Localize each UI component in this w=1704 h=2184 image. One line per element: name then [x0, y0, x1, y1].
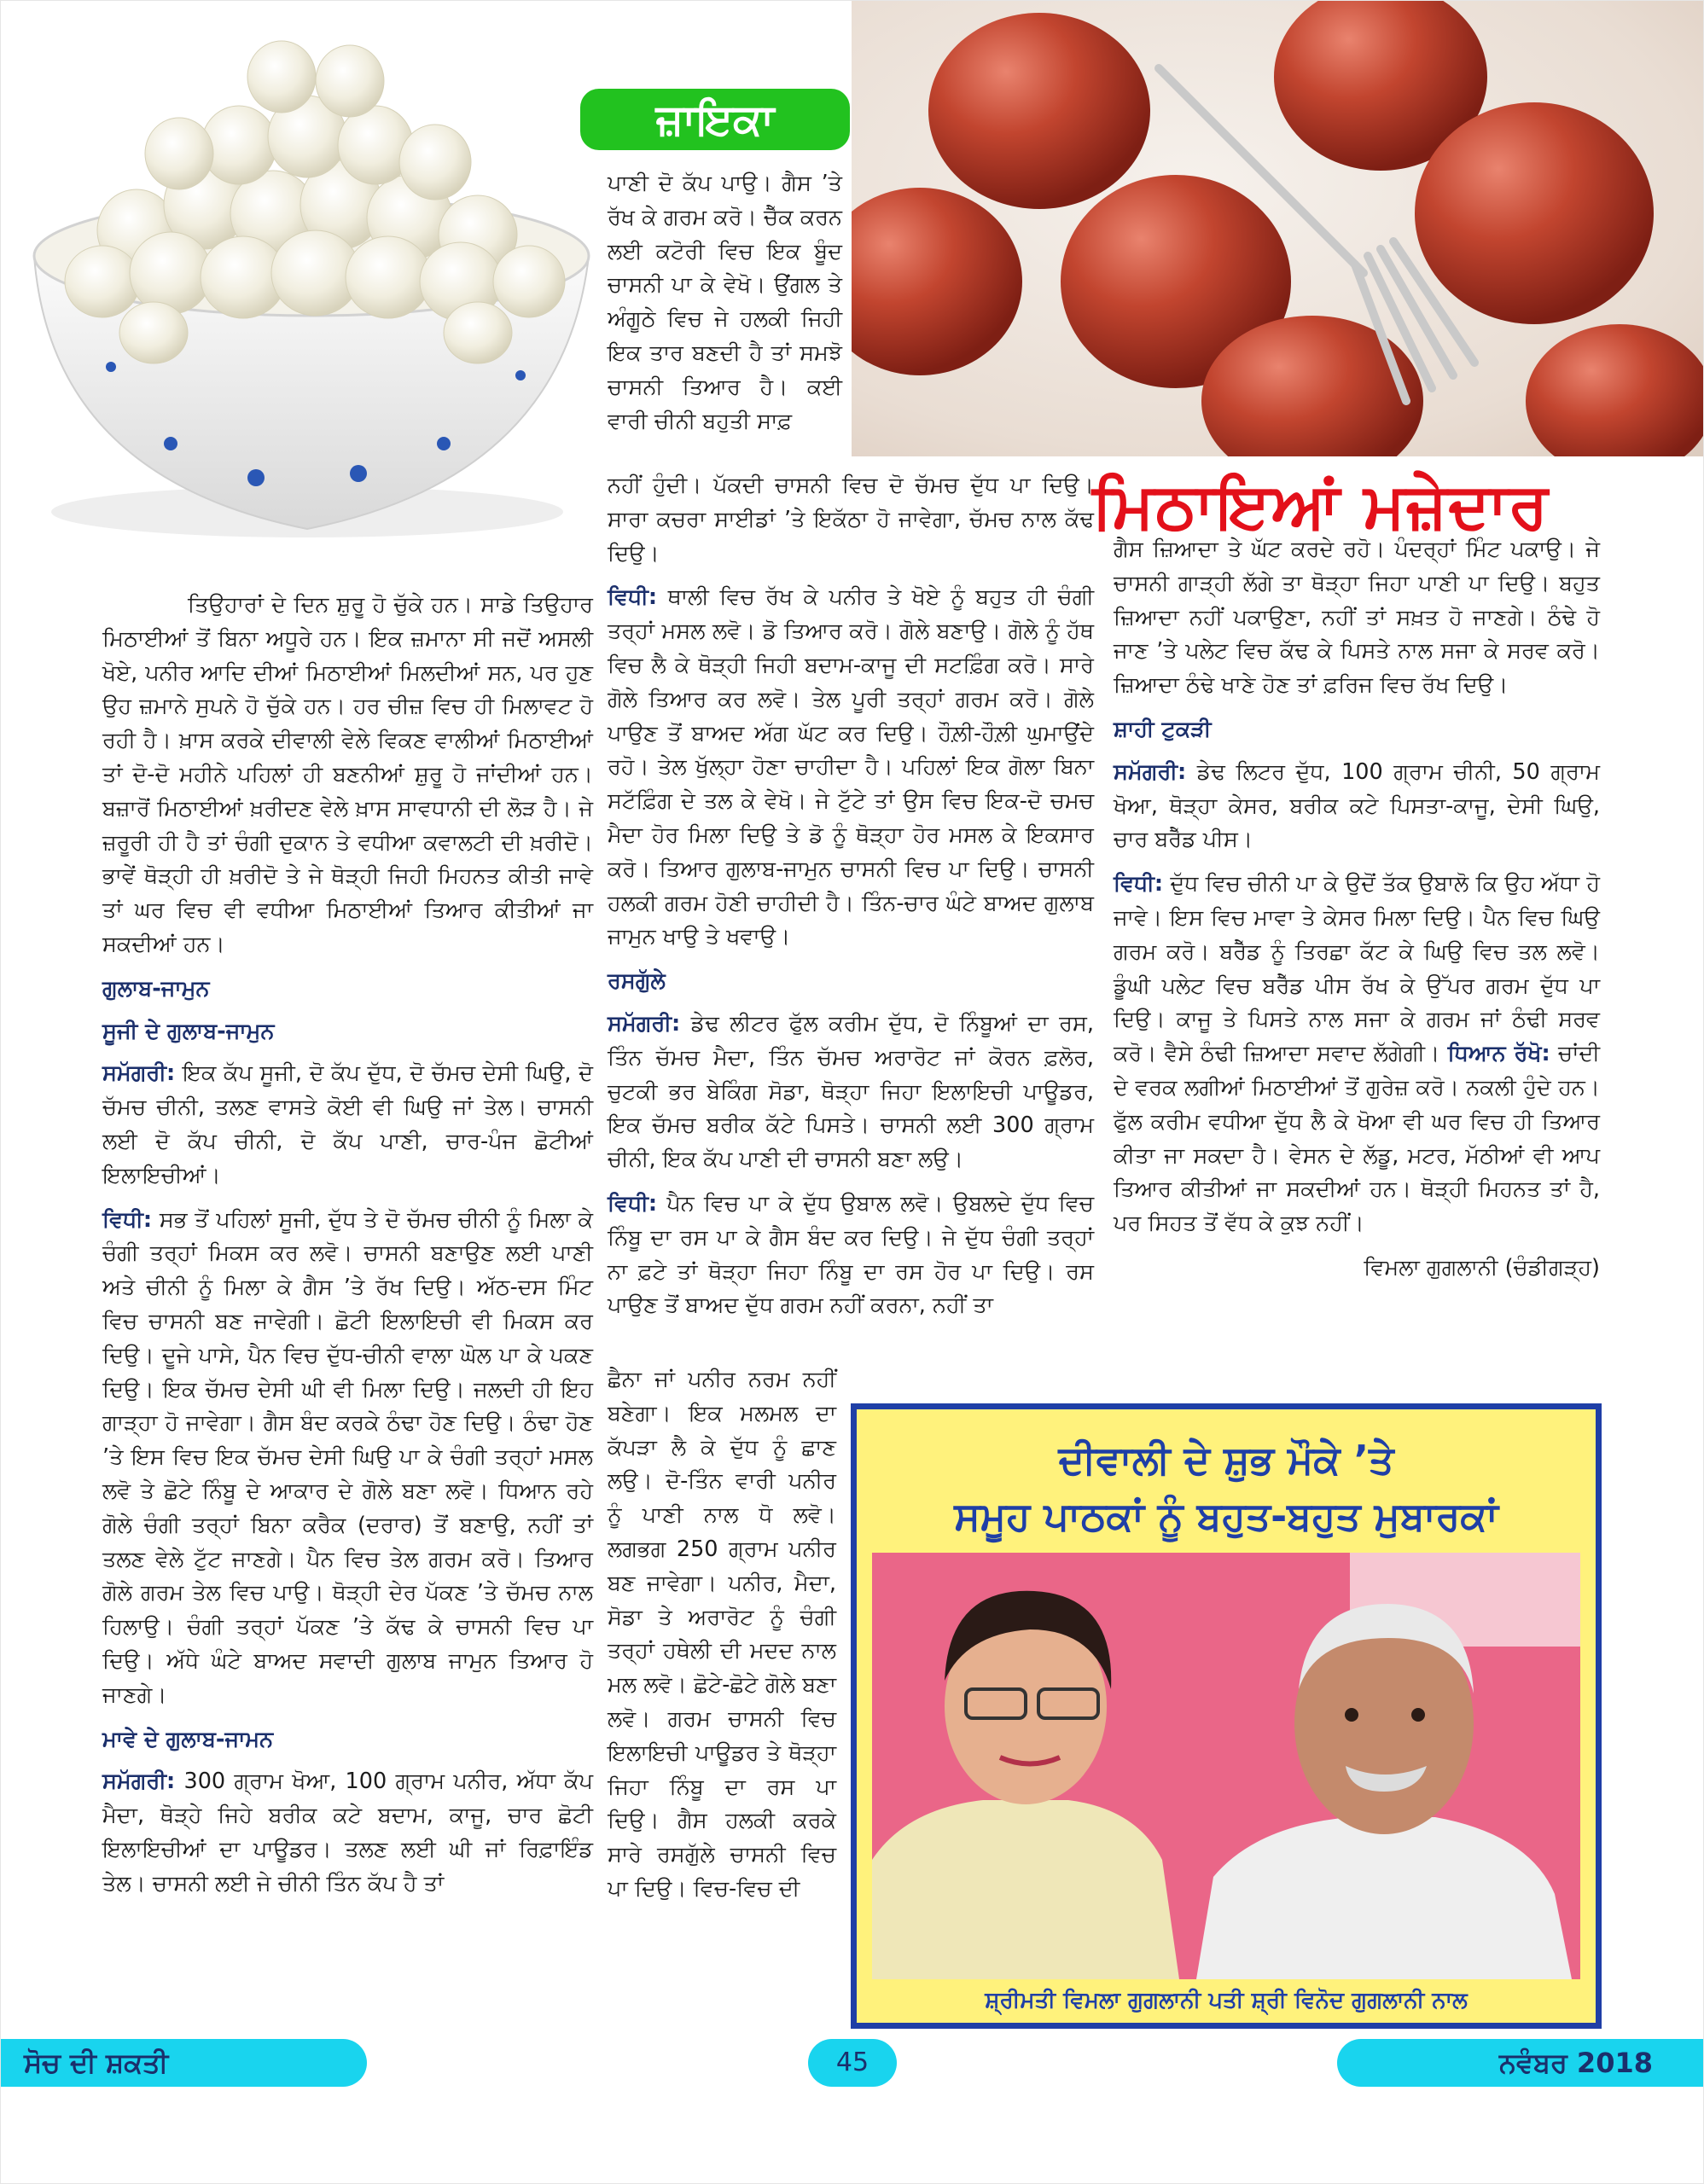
- suji-method-text: ਸਭ ਤੋਂ ਪਹਿਲਾਂ ਸੂਜੀ, ਦੁੱਧ ਤੇ ਦੋ ਚੱਮਚ ਚੀਨੀ ਨੂੰ ਮਿਲਾ ਕੇ ਚੰਗੀ ਤਰ੍ਹਾਂ ਮਿਕਸ ਕਰ ਲਵੋ। ਚਾਸਨੀ ਬਣਾਉਣ ਲਈ ਪਾਣੀ ਅਤੇ ਚੀਨੀ ਨੂੰ ਮਿਲਾ ਕੇ ਗੈਸ ’ਤੇ ਰੱਖ ਦਿਉ। ਅੱਠ-ਦਸ ਮਿੰਟ ਵਿਚ ਚਾਸਨੀ ਬਣ ਜਾਵੇਗੀ। ਛੋਟੀ ਇਲਾਇਚੀ ਵੀ ਮਿਕਸ ਕਰ ਦਿਉ। ਦੂਜੇ ਪਾਸੇ, ਪੈਨ ਵਿਚ ਦੁੱਧ-ਚੀਨੀ ਵਾਲਾ ਘੋਲ ਪਾ ਕੇ ਪਕਣ ਦਿਉ। ਇਕ ਚੱਮਚ ਦੇਸੀ ਘੀ ਵੀ ਮਿਲਾ ਦਿਉ। ਜਲਦੀ ਹੀ ਇਹ ਗਾੜ੍ਹਾ ਹੋ ਜਾਵੇਗਾ। ਗੈਸ ਬੰਦ ਕਰਕੇ ਠੰਢਾ ਹੋਣ ਦਿਉ। ਠੰਢਾ ਹੋਣ ’ਤੇ ਇਸ ਵਿਚ ਇਕ ਚੱਮਚ ਦੇਸੀ ਘਿਉ ਪਾ ਕੇ ਚੰਗੀ ਤਰ੍ਹਾਂ ਮਸਲ ਲਵੋ ਤੇ ਛੋਟੇ ਨਿੰਬੂ ਦੇ ਆਕਾਰ ਦੇ ਗੋਲੇ ਬਣਾ ਲਵੋ। ਧਿਆਨ ਰਹੇ ਗੋਲੇ ਚੰਗੀ ਤਰ੍ਹਾਂ ਬਿਨਾ ਕਰੈਕ (ਦਰਾਰ) ਤੋਂ ਬਣਾਉ, ਨਹੀਂ ਤਾਂ ਤਲਣ ਵੇਲੇ ਟੁੱਟ ਜਾਣਗੇ। ਪੈਨ ਵਿਚ ਤੇਲ ਗਰਮ ਕਰੋ। ਤਿਆਰ ਗੋਲੇ ਗਰਮ ਤੇਲ ਵਿਚ ਪਾਉ। ਥੋੜ੍ਹੀ ਦੇਰ ਪੱਕਣ ’ਤੇ ਚੱਮਚ ਨਾਲ ਹਿਲਾਉ। ਚੰਗੀ ਤਰ੍ਹਾਂ ਪੱਕਣ ’ਤੇ ਕੱਢ ਕੇ ਚਾਸਨੀ ਵਿਚ ਪਾ ਦਿਉ। ਅੱਧੇ ਘੰਟੇ ਬਾਅਦ ਸਵਾਦੀ ਗੁਲਾਬ ਜਾਮੁਨ ਤਿਆਰ ਹੋ ਜਾਣਗੇ।: [102, 1206, 594, 1708]
- greeting-line-2: ਸਮੂਹ ਪਾਠਕਾਂ ਨੂੰ ਬਹੁਤ-ਬਹੁਤ ਮੁਬਾਰਕਾਂ: [954, 1493, 1498, 1539]
- shahi-method-text: ਦੁੱਧ ਵਿਚ ਚੀਨੀ ਪਾ ਕੇ ਉਦੋਂ ਤੱਕ ਉਬਾਲੋ ਕਿ ਉਹ ਅੱਧਾ ਹੋ ਜਾਵੇ। ਇਸ ਵਿਚ ਮਾਵਾ ਤੇ ਕੇਸਰ ਮਿਲਾ ਦਿਉ। ਪੈਨ ਵਿਚ ਘਿਉ ਗਰਮ ਕਰੋ। ਬਰੈੱਡ ਨੂੰ ਤਿਰਛਾ ਕੱਟ ਕੇ ਘਿਉ ਵਿਚ ਤਲ ਲਵੋ। ਡੂੰਘੀ ਪਲੇਟ ਵਿਚ ਬਰੈੱਡ ਪੀਸ ਰੱਖ ਕੇ ਉੱਪਰ ਗਰਮ ਦੁੱਧ ਪਾ ਦਿਉ। ਕਾਜੂ ਤੇ ਪਿਸਤੇ ਨਾਲ ਸਜਾ ਕੇ ਗਰਮ ਜਾਂ ਠੰਢੀ ਸਰਵ ਕਰੋ। ਵੈਸੇ ਠੰਢੀ ਜ਼ਿਆਦਾ ਸਵਾਦ ਲੱਗੇਗੀ।: [1114, 871, 1600, 1067]
- heading-shahi-tukdi: ਸ਼ਾਹੀ ਟੁਕੜੀ: [1114, 716, 1212, 742]
- shahi-ingredients-text: ਡੇਢ ਲਿਟਰ ਦੁੱਧ, 100 ਗ੍ਰਾਮ ਚੀਨੀ, 50 ਗ੍ਰਾਮ ਖੋਆ, ਥੋੜ੍ਹਾ ਕੇਸਰ, ਬਰੀਕ ਕਟੇ ਪਿਸਤਾ-ਕਾਜੂ, ਦੇਸੀ ਘਿਉ, ਚਾਰ ਬਰੈੱਡ ਪੀਸ।: [1114, 758, 1600, 853]
- rasgulla-method-continued: ਛੈਨਾ ਜਾਂ ਪਨੀਰ ਨਰਮ ਨਹੀਂ ਬਣੇਗਾ। ਇਕ ਮਲਮਲ ਦਾ ਕੱਪੜਾ ਲੈ ਕੇ ਦੁੱਧ ਨੂੰ ਛਾਣ ਲਉ। ਦੋ-ਤਿੰਨ ਵਾਰੀ ਪਨੀਰ ਨੂੰ ਪਾਣੀ ਨਾਲ ਧੋ ਲਵੋ। ਲਗਭਗ 250 ਗ੍ਰਾਮ ਪਨੀਰ ਬਣ ਜਾਵੇਗਾ। ਪਨੀਰ, ਮੈਦਾ, ਸੋਡਾ ਤੇ ਅਰਾਰੋਟ ਨੂੰ ਚੰਗੀ ਤਰ੍ਹਾਂ ਹਥੇਲੀ ਦੀ ਮਦਦ ਨਾਲ ਮਲ ਲਵੋ। ਛੋਟੇ-ਛੋਟੇ ਗੋਲੇ ਬਣਾ ਲਵੋ। ਗਰਮ ਚਾਸਨੀ ਵਿਚ ਇਲਾਇਚੀ ਪਾਊਡਰ ਤੇ ਥੋੜ੍ਹਾ ਜਿਹਾ ਨਿੰਬੂ ਦਾ ਰਸ ਪਾ ਦਿਉ। ਗੈਸ ਹਲਕੀ ਕਰਕੇ ਸਾਰੇ ਰਸਗੁੱਲੇ ਚਾਸਨੀ ਵਿਚ ਪਾ ਦਿਉ। ਵਿਚ-ਵਿਚ ਦੀ: [608, 1367, 836, 1902]
- column-2-top-text: ਪਾਣੀ ਦੋ ਕੱਪ ਪਾਉ। ਗੈਸ ’ਤੇ ਰੱਖ ਕੇ ਗਰਮ ਕਰੋ। ਚੈੱਕ ਕਰਨ ਲਈ ਕਟੋਰੀ ਵਿਚ ਇਕ ਬੂੰਦ ਚਾਸਨੀ ਪਾ ਕੇ ਵੇਖੋ। ਉਂਗਲ ਤੇ ਅੰਗੂਠੇ ਵਿਚ ਜੇ ਹਲਕੀ ਜਿਹੀ ਇਕ ਤਾਰ ਬਣਦੀ ਹੈ ਤਾਂ ਸਮਝੋ ਚਾਸਨੀ ਤਿਆਰ ਹੈ। ਕਈ ਵਾਰੀ ਚੀਨੀ ਬਹੁਤੀ ਸਾਫ਼: [608, 171, 842, 434]
- article-column-3: [1114, 533, 1600, 1296]
- rasgulla-method-end: ਗੈਸ ਜ਼ਿਆਦਾ ਤੇ ਘੱਟ ਕਰਦੇ ਰਹੋ। ਪੰਦਰ੍ਹਾਂ ਮਿੰਟ ਪਕਾਉ। ਜੇ ਚਾਸਨੀ ਗਾੜ੍ਹੀ ਲੱਗੇ ਤਾ ਥੋੜ੍ਹਾ ਜਿਹਾ ਪਾਣੀ ਪਾ ਦਿਉ। ਬਹੁਤ ਜ਼ਿਆਦਾ ਨਹੀਂ ਪਕਾਉਣਾ, ਨਹੀਂ ਤਾਂ ਸਖ਼ਤ ਹੋ ਜਾਣਗੇ। ਠੰਢੇ ਹੋ ਜਾਣ ’ਤੇ ਪਲੇਟ ਵਿਚ ਕੱਢ ਕੇ ਪਿਸਤੇ ਨਾਲ ਸਜਾ ਕੇ ਸਰਵ ਕਰੋ। ਜ਼ਿਆਦਾ ਠੰਢੇ ਖਾਣੇ ਹੋਣ ਤਾਂ ਫ਼ਰਿਜ ਵਿਚ ਰੱਖ ਦਿਉ।: [1114, 537, 1600, 699]
- gulab-jamun-illustration: [852, 0, 1704, 456]
- rasgulla-method-text: ਪੈਨ ਵਿਚ ਪਾ ਕੇ ਦੁੱਧ ਉਬਾਲ ਲਵੋ। ਉਬਲਦੇ ਦੁੱਧ ਵਿਚ ਨਿੰਬੂ ਦਾ ਰਸ ਪਾ ਕੇ ਗੈਸ ਬੰਦ ਕਰ ਦਿਉ। ਜੇ ਦੁੱਧ ਚੰਗੀ ਤਰ੍ਹਾਂ ਨਾ ਫ਼ਟੇ ਤਾਂ ਥੋੜ੍ਹਾ ਜਿਹਾ ਨਿੰਬੂ ਦਾ ਰਸ ਹੋਰ ਪਾ ਦਿਉ। ਰਸ ਪਾਉਣ ਤੋਂ ਬਾਅਦ ਦੁੱਧ ਗਰਮ ਨਹੀਂ ਕਰਨਾ, ਨਹੀਂ ਤਾ: [608, 1190, 1094, 1319]
- rasgulla-photo: [0, 0, 614, 555]
- method-label: ਵਿਧੀ:: [1114, 871, 1164, 897]
- diwali-greeting-box: [851, 1403, 1602, 2029]
- method-label: ਵਿਧੀ:: [608, 1190, 658, 1217]
- couple-illustration: [872, 1553, 1580, 1979]
- mawa-ingredients: [102, 1765, 593, 1901]
- ingredients-label: ਸਮੱਗਰੀ:: [1114, 758, 1187, 785]
- column-2-continuation: ਨਹੀਂ ਹੁੰਦੀ। ਪੱਕਦੀ ਚਾਸਨੀ ਵਿਚ ਦੋ ਚੱਮਚ ਦੁੱਧ ਪਾ ਦਿਉ। ਸਾਰਾ ਕਚਰਾ ਸਾਈਡਾਂ ’ਤੇ ਇਕੱਠਾ ਹੋ ਜਾਵੇਗਾ, ਚੱਮਚ ਨਾਲ ਕੱਢ ਦਿਉ।: [608, 473, 1094, 566]
- rasgulla-method: [608, 1188, 1094, 1323]
- mawa-ingredients-text: 300 ਗ੍ਰਾਮ ਖੋਆ, 100 ਗ੍ਰਾਮ ਪਨੀਰ, ਅੱਧਾ ਕੱਪ ਮੈਦਾ, ਥੋੜ੍ਹੇ ਜਿਹੇ ਬਰੀਕ ਕਟੇ ਬਦਾਮ, ਕਾਜੂ, ਚਾਰ ਛੋਟੀ ਇਲਾਇਚੀਆਂ ਦਾ ਪਾਊਡਰ। ਤਲਣ ਲਈ ਘੀ ਜਾਂ ਰਿਫ਼ਾਇੰਡ ਤੇਲ। ਚਾਸਨੀ ਲਈ ਜੇ ਚੀਨੀ ਤਿੰਨ ਕੱਪ ਹੈ ਤਾਂ: [102, 1769, 593, 1896]
- greeting-line-1: ਦੀਵਾਲੀ ਦੇ ਸ਼ੁਭ ਮੌਕੇ ’ਤੇ: [1058, 1437, 1394, 1483]
- heading-mawa-gulab-jamun: ਮਾਵੇ ਦੇ ਗੁਲਾਬ-ਜਾਮਨ: [102, 1726, 274, 1752]
- footer-page-number: 45: [808, 2039, 897, 2087]
- suji-method: [102, 1204, 593, 1713]
- heading-suji-gulab-jamun: ਸੂਜੀ ਦੇ ਗੁਲਾਬ-ਜਾਮੁਨ: [102, 1018, 275, 1044]
- suji-ingredients-text: ਇਕ ਕੱਪ ਸੂਜੀ, ਦੋ ਕੱਪ ਦੁੱਧ, ਦੋ ਚੱਮਚ ਦੇਸੀ ਘਿਉ, ਦੋ ਚੱਮਚ ਚੀਨੀ, ਤਲਣ ਵਾਸਤੇ ਕੋਈ ਵੀ ਘਿਉ ਜਾਂ ਤੇਲ। ਚਾਸਨੀ ਲਈ ਦੋ ਕੱਪ ਚੀਨੀ, ਦੋ ਕੱਪ ਪਾਣੀ, ਚਾਰ-ਪੰਜ ਛੋਟੀਆਂ ਇਲਾਇਚੀਆਂ।: [102, 1060, 593, 1188]
- ingredients-label: ਸਮੱਗਰੀ:: [102, 1060, 176, 1087]
- footer-issue-date: ਨਵੰਬਰ 2018: [1337, 2039, 1704, 2087]
- article-column-2: [608, 469, 1094, 1333]
- shahi-method: [1114, 868, 1600, 1241]
- author-byline: ਵਿਮਲਾ ਗੁਗਲਾਨੀ (ਚੰਡੀਗੜ੍ਹ): [1364, 1254, 1600, 1281]
- gulab-jamun-photo: [852, 0, 1704, 456]
- heading-gulab-jamun: ਗੁਲਾਬ-ਜਾਮੁਨ: [102, 975, 210, 1002]
- note-text: ਚਾਂਦੀ ਦੇ ਵਰਕ ਲਗੀਆਂ ਮਿਠਾਈਆਂ ਤੋਂ ਗੁਰੇਜ਼ ਕਰੋ। ਨਕਲੀ ਹੁੰਦੇ ਹਨ। ਫੁੱਲ ਕਰੀਮ ਵਧੀਆ ਦੁੱਧ ਲੈ ਕੇ ਖੋਆ ਵੀ ਘਰ ਵਿਚ ਹੀ ਤਿਆਰ ਕੀਤਾ ਜਾ ਸਕਦਾ ਹੈ। ਵੇਸਨ ਦੇ ਲੱਡੂ, ਮਟਰ, ਮੱਠੀਆਂ ਵੀ ਆਪ ਤਿਆਰ ਕੀਤੀਆਂ ਜਾ ਸਕਦੀਆਂ ਹਨ। ਥੋੜ੍ਹੀ ਮਿਹਨਤ ਤਾਂ ਹੈ, ਪਰ ਸਿਹਤ ਤੋਂ ਵੱਧ ਕੇ ਕੁਝ ਨਹੀਂ।: [1114, 1041, 1600, 1237]
- article-column-2-top: [608, 167, 842, 449]
- couple-photo: [872, 1553, 1580, 1979]
- heading-rasgulle: ਰਸਗੁੱਲੇ: [608, 968, 666, 995]
- footer-magazine-name: ਸੋਚ ਦੀ ਸ਼ਕਤੀ: [0, 2039, 367, 2087]
- rasgulla-ingredients: [608, 1008, 1094, 1177]
- mawa-method-text: ਥਾਲੀ ਵਿਚ ਰੱਖ ਕੇ ਪਨੀਰ ਤੇ ਖੋਏ ਨੂੰ ਬਹੁਤ ਹੀ ਚੰਗੀ ਤਰ੍ਹਾਂ ਮਸਲ ਲਵੋ। ਡੋ ਤਿਆਰ ਕਰੋ। ਗੋਲੇ ਬਣਾਉ। ਗੋਲੇ ਨੂੰ ਹੱਥ ਵਿਚ ਲੈ ਕੇ ਥੋੜ੍ਹੀ ਜਿਹੀ ਬਦਾਮ-ਕਾਜੂ ਦੀ ਸਟਫ਼ਿੰਗ ਕਰੋ। ਸਾਰੇ ਗੋਲੇ ਤਿਆਰ ਕਰ ਲਵੋ। ਤੇਲ ਪੂਰੀ ਤਰ੍ਹਾਂ ਗਰਮ ਕਰੋ। ਗੋਲੇ ਪਾਉਣ ਤੋਂ ਬਾਅਦ ਅੱਗ ਘੱਟ ਕਰ ਦਿਉ। ਹੌਲ਼ੀ-ਹੌਲ਼ੀ ਘੁਮਾਉਂਦੇ ਰਹੋ। ਤੇਲ ਖੁੱਲ੍ਹਾ ਹੋਣਾ ਚਾਹੀਦਾ ਹੈ। ਪਹਿਲਾਂ ਇਕ ਗੋਲਾ ਬਿਨਾ ਸਟੱਫ਼ਿੰਗ ਦੇ ਤਲ ਕੇ ਵੇਖੋ। ਜੇ ਟੁੱਟੇ ਤਾਂ ਉਸ ਵਿਚ ਇਕ-ਦੋ ਚਮਚ ਮੈਦਾ ਹੋਰ ਮਿਲਾ ਦਿਉ ਤੇ ਡੋ ਨੂੰ ਥੋੜ੍ਹਾ ਹੋਰ ਮਸਲ ਕੇ ਇਕਸਾਰ ਕਰੋ। ਤਿਆਰ ਗੁਲਾਬ-ਜਾਮੁਨ ਚਾਸਨੀ ਵਿਚ ਪਾ ਦਿਉ। ਚਾਸਨੀ ਹਲਕੀ ਗਰਮ ਹੋਣੀ ਚਾਹੀਦੀ ਹੈ। ਤਿੰਨ-ਚਾਰ ਘੰਟੇ ਬਾਅਦ ਗੁਲਾਬ ਜਾਮੁਨ ਖਾਉ ਤੇ ਖਵਾਉ।: [608, 584, 1094, 950]
- method-label: ਵਿਧੀ:: [102, 1206, 153, 1233]
- article-column-1: [102, 589, 593, 1911]
- rasgulla-ingredients-text: ਡੇਢ ਲੀਟਰ ਫੁੱਲ ਕਰੀਮ ਦੁੱਧ, ਦੋ ਨਿੰਬੂਆਂ ਦਾ ਰਸ, ਤਿੰਨ ਚੱਮਚ ਮੈਦਾ, ਤਿੰਨ ਚੱਮਚ ਅਰਾਰੋਟ ਜਾਂ ਕੋਰਨ ਫ਼ਲੋਰ, ਚੁਟਕੀ ਭਰ ਬੇਕਿੰਗ ਸੋਡਾ, ਥੋੜ੍ਹਾ ਜਿਹਾ ਇਲਾਇਚੀ ਪਾਊਡਰ, ਇਕ ਚੱਮਚ ਬਰੀਕ ਕੱਟੇ ਪਿਸਤੇ। ਚਾਸਨੀ ਲਈ 300 ਗ੍ਰਾਮ ਚੀਨੀ, ਇਕ ਕੱਪ ਪਾਣੀ ਦੀ ਚਾਸਨੀ ਬਣਾ ਲਉ।: [608, 1010, 1094, 1173]
- mawa-method: [608, 581, 1094, 955]
- suji-ingredients: [102, 1057, 593, 1193]
- ingredients-label: ਸਮੱਗਰੀ:: [608, 1010, 681, 1037]
- section-label-badge: ਜ਼ਾਇਕਾ: [580, 89, 850, 150]
- intro-paragraph: ਤਿਉਹਾਰਾਂ ਦੇ ਦਿਨ ਸ਼ੁਰੂ ਹੋ ਚੁੱਕੇ ਹਨ। ਸਾਡੇ ਤਿਉਹਾਰ ਮਿਠਾਈਆਂ ਤੋਂ ਬਿਨਾ ਅਧੂਰੇ ਹਨ। ਇਕ ਜ਼ਮਾਨਾ ਸੀ ਜਦੋਂ ਅਸਲੀ ਖੋਏ, ਪਨੀਰ ਆਦਿ ਦੀਆਂ ਮਿਠਾਈਆਂ ਮਿਲਦੀਆਂ ਸਨ, ਪਰ ਹੁਣ ਉਹ ਜ਼ਮਾਨੇ ਸੁਪਨੇ ਹੋ ਚੁੱਕੇ ਹਨ। ਹਰ ਚੀਜ਼ ਵਿਚ ਹੀ ਮਿਲਾਵਟ ਹੋ ਰਹੀ ਹੈ। ਖ਼ਾਸ ਕਰਕੇ ਦੀਵਾਲੀ ਵੇਲੇ ਵਿਕਣ ਵਾਲੀਆਂ ਮਿਠਾਈਆਂ ਤਾਂ ਦੋ-ਦੋ ਮਹੀਨੇ ਪਹਿਲਾਂ ਹੀ ਬਣਨੀਆਂ ਸ਼ੁਰੂ ਹੋ ਜਾਂਦੀਆਂ ਹਨ। ਬਜ਼ਾਰੋਂ ਮਿਠਾਈਆਂ ਖ਼ਰੀਦਣ ਵੇਲੇ ਖ਼ਾਸ ਸਾਵਧਾਨੀ ਦੀ ਲੋੜ ਹੈ। ਜੇ ਜ਼ਰੂਰੀ ਹੀ ਹੈ ਤਾਂ ਚੰਗੀ ਦੁਕਾਨ ਤੇ ਵਧੀਆ ਕਵਾਲਟੀ ਦੀ ਖ਼ਰੀਦੋ। ਭਾਵੇਂ ਥੋੜ੍ਹੀ ਹੀ ਖ਼ਰੀਦੋ ਤੇ ਜੇ ਥੋੜ੍ਹੀ ਜਿਹੀ ਮਿਹਨਤ ਕੀਤੀ ਜਾਵੇ ਤਾਂ ਘਰ ਵਿਚ ਵੀ ਵਧੀਆ ਮਿਠਾਈਆਂ ਤਿਆਰ ਕੀਤੀਆਂ ਜਾ ਸਕਦੀਆਂ ਹਨ।: [102, 592, 593, 957]
- shahi-ingredients: [1114, 756, 1600, 857]
- rasgulla-bowl-illustration: [0, 0, 614, 555]
- method-label: ਵਿਧੀ:: [608, 584, 658, 611]
- article-column-2-bottom: [608, 1363, 836, 1917]
- article-title: ਮਿਠਾਇਆਂ ਮਜ਼ੇਦਾਰ: [1092, 469, 1550, 543]
- note-label: ਧਿਆਨ ਰੱਖੋ:: [1447, 1041, 1550, 1067]
- photo-caption: ਸ਼੍ਰੀਮਤੀ ਵਿਮਲਾ ਗੁਗਲਾਨੀ ਪਤੀ ਸ਼੍ਰੀ ਵਿਨੋਦ ਗੁਗਲਾਨੀ ਨਾਲ: [985, 1988, 1468, 2013]
- ingredients-label: ਸਮੱਗਰੀ:: [102, 1769, 176, 1795]
